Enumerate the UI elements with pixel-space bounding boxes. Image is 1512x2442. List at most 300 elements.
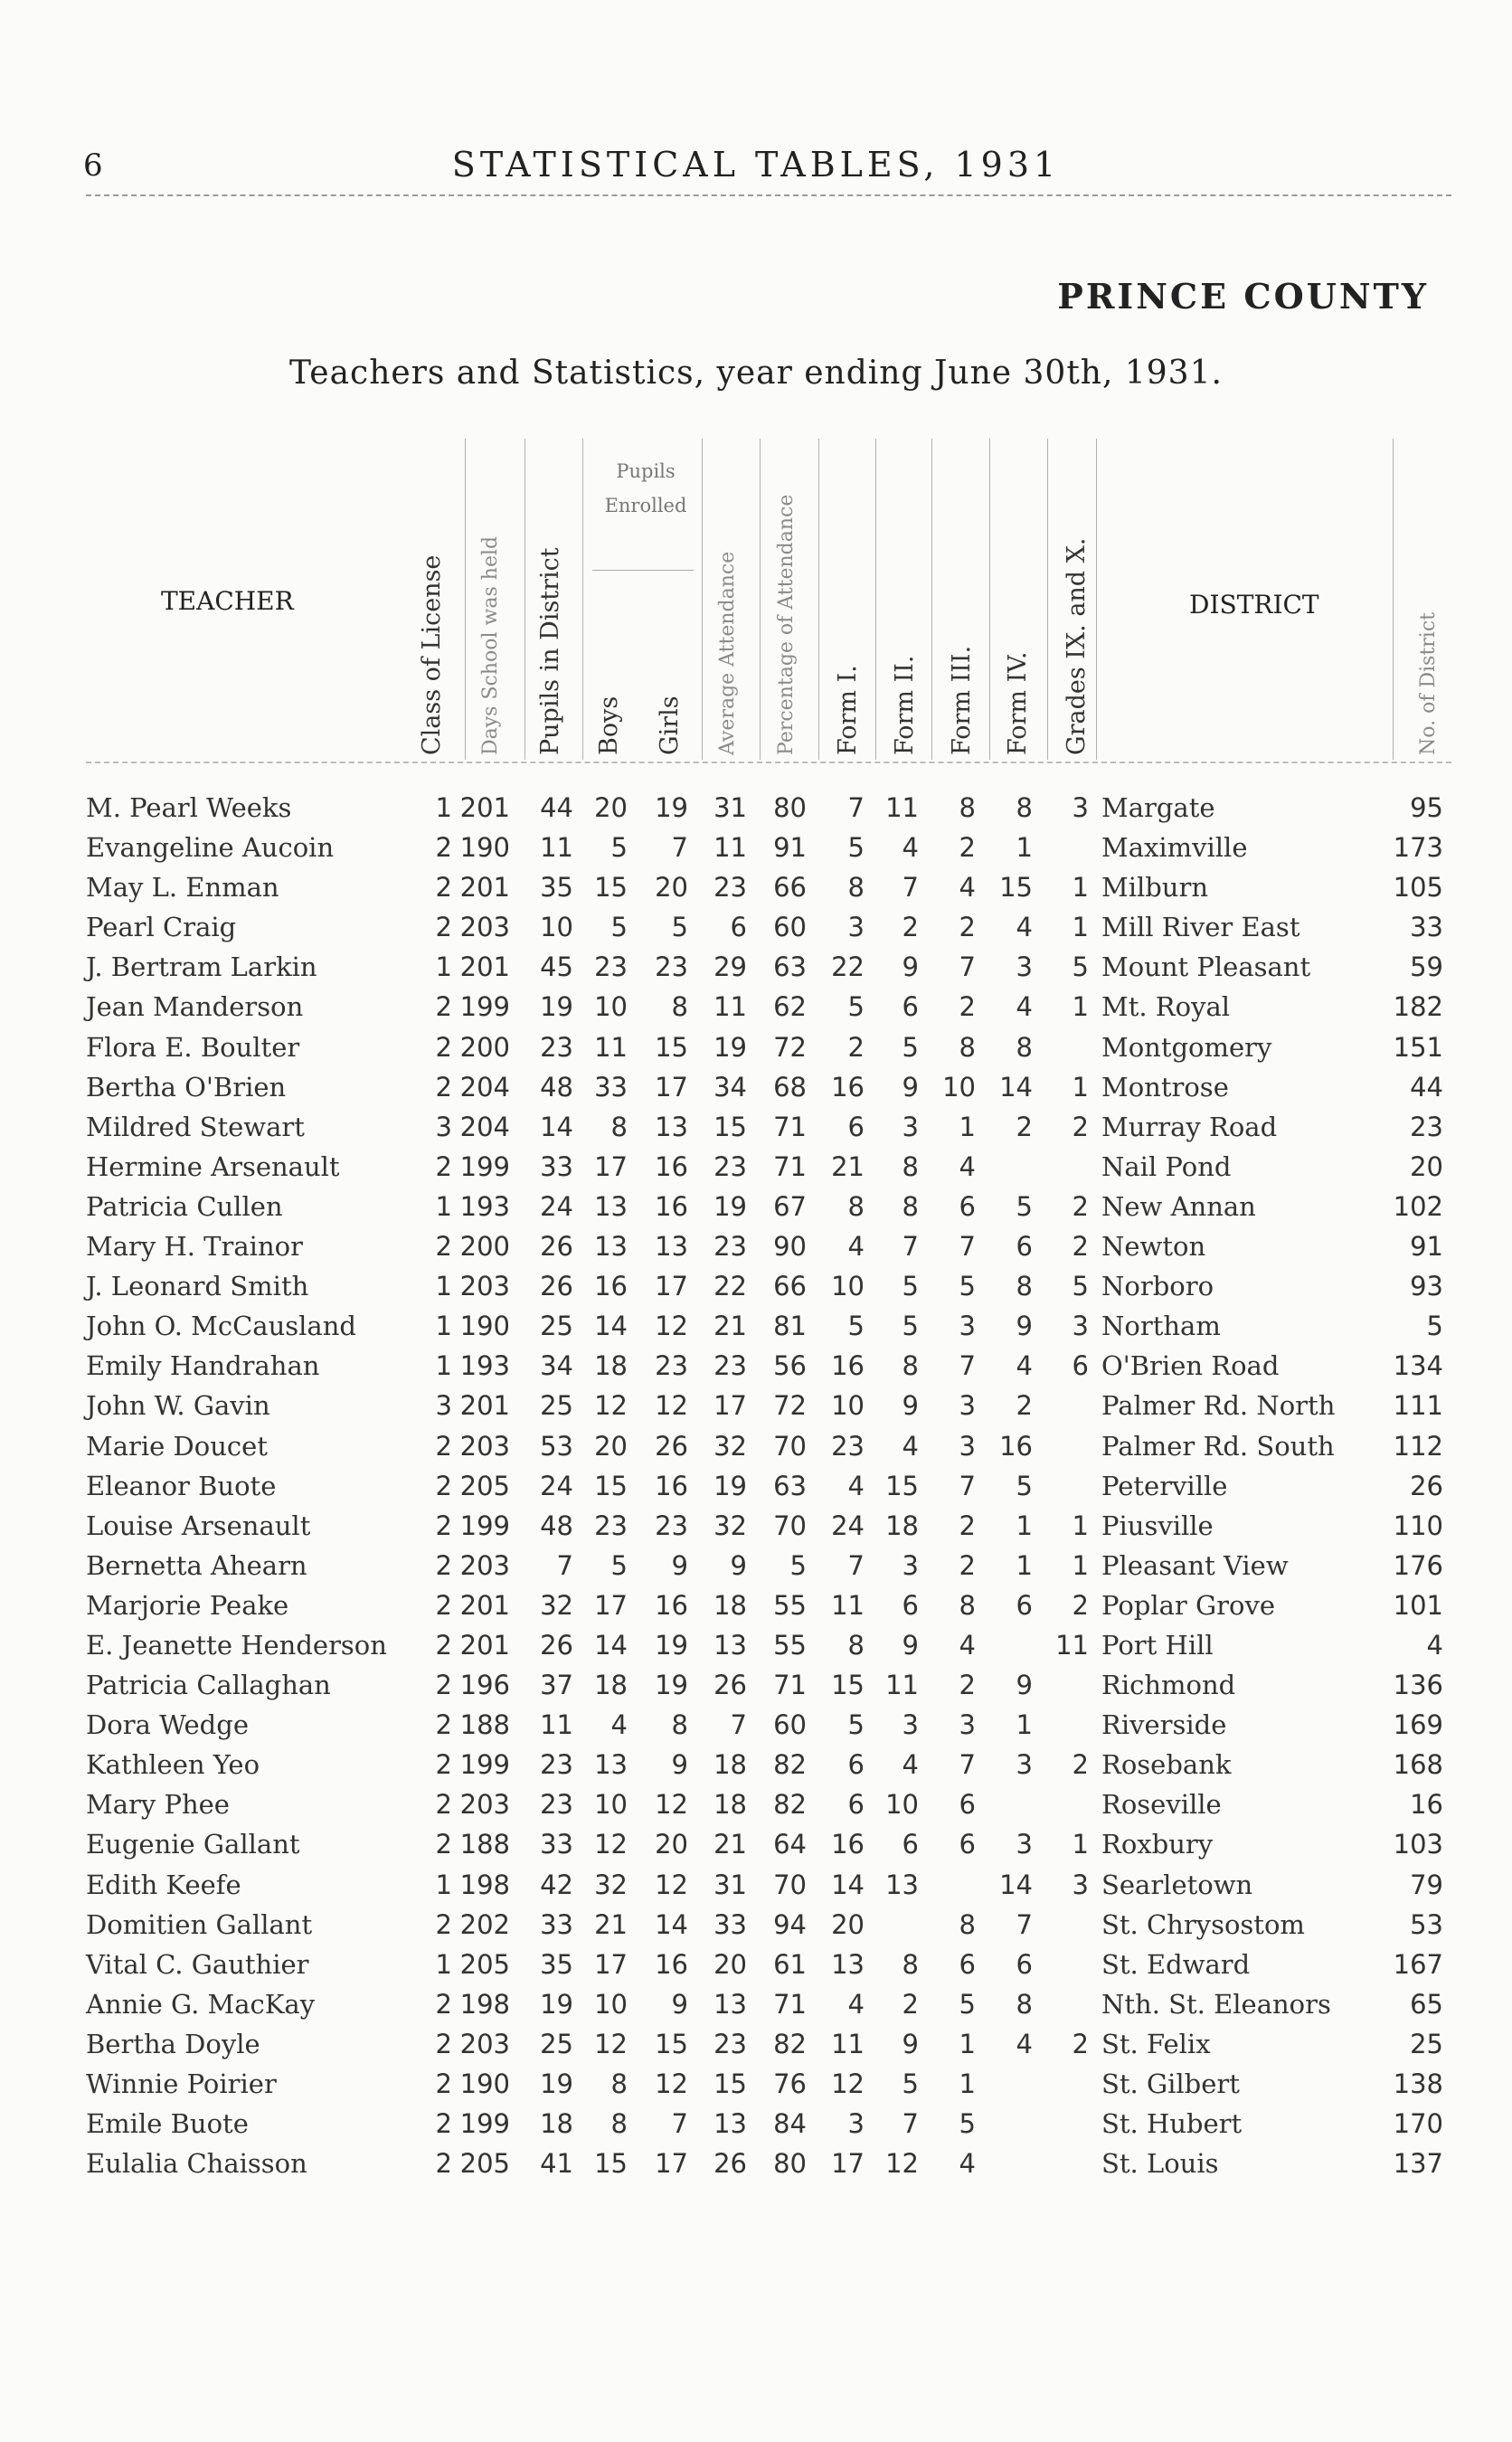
percentage-attendance-cell: 60 [773,1709,807,1741]
pupils-in-district-cell: 14 [540,1111,573,1142]
district-number-cell: 101 [1393,1589,1443,1621]
boys-cell: 13 [594,1231,628,1263]
district-name-cell: Mill River East [1101,912,1300,943]
teacher-name-cell: Dora Wedge [86,1709,249,1741]
teacher-name-cell: Mary H. Trainor [86,1231,303,1263]
table-row [0,1231,1512,1271]
teacher-name-cell: J. Leonard Smith [86,1271,309,1302]
days-cell: 193 [459,1350,510,1382]
form-1-cell: 5 [847,991,865,1023]
teacher-name-cell: John W. Gavin [86,1390,270,1422]
girls-cell: 16 [655,1589,688,1621]
average-attendance-cell: 18 [713,1589,747,1621]
average-attendance-cell: 7 [730,1709,747,1741]
pupils-in-district-cell: 44 [540,792,573,823]
average-attendance-cell: 32 [713,1510,747,1541]
percentage-attendance-cell: 90 [773,1231,807,1263]
days-cell: 200 [459,1031,510,1063]
class-of-license-cell: 2 [435,1231,452,1263]
percentage-attendance-cell: 56 [773,1350,807,1382]
teacher-name-cell: Eugenie Gallant [86,1829,300,1860]
average-attendance-cell: 17 [713,1390,747,1422]
average-attendance-cell: 33 [713,1908,747,1940]
form-1-cell: 21 [831,1150,865,1182]
days-cell: 199 [459,1749,510,1781]
form-2-cell: 9 [902,1629,919,1661]
district-number-cell: 103 [1393,1829,1443,1860]
form-3-cell: 5 [959,2108,976,2140]
form-4-cell: 14 [999,1869,1033,1900]
district-number-cell: 134 [1393,1350,1443,1382]
average-attendance-cell: 19 [713,1470,747,1501]
form-1-cell: 4 [847,1231,865,1263]
column-rule [1393,439,1394,760]
days-cell: 204 [459,1111,510,1142]
boys-cell: 32 [594,1869,628,1900]
pupils-in-district-cell: 23 [540,1031,573,1063]
district-name-cell: Mount Pleasant [1101,951,1311,983]
form-1-cell: 7 [847,792,865,823]
form-4-cell: 5 [1016,1190,1033,1222]
table-row [0,2148,1512,2188]
girls-cell: 16 [655,1190,688,1222]
form-1-cell: 24 [831,1510,865,1541]
boys-header: Boys [595,696,623,755]
percentage-attendance-cell: 70 [773,1430,807,1462]
pupils-in-district-cell: 19 [540,991,573,1023]
district-name-cell: Northam [1101,1311,1221,1342]
form-1-cell: 10 [831,1271,865,1302]
grades-9-10-cell: 11 [1055,1629,1089,1661]
class-of-license-cell: 2 [435,1150,452,1182]
form-2-cell: 9 [902,1071,919,1103]
form-2-cell: 8 [902,1948,919,1980]
district-number-cell: 20 [1410,1150,1443,1182]
pupils-in-district-cell: 26 [540,1629,573,1661]
class-of-license-cell: 2 [435,912,452,943]
grades-9-10-cell: 2 [1072,1111,1089,1142]
average-attendance-cell: 34 [713,1071,747,1103]
teacher-name-cell: Bertha O'Brien [86,1071,287,1103]
average-attendance-cell: 19 [713,1031,747,1063]
form-3-cell: 4 [959,872,976,904]
form-4-header: Form IV. [1004,651,1032,755]
form-2-cell: 5 [902,2068,919,2099]
district-column-header: DISTRICT [1189,590,1319,620]
grades-9-10-cell: 1 [1072,991,1089,1023]
form-2-cell: 3 [902,1709,919,1741]
column-rule [875,439,876,760]
teacher-name-cell: Emily Handrahan [86,1350,320,1382]
district-number-cell: 168 [1393,1749,1443,1781]
table-row [0,1510,1512,1550]
class-of-license-cell: 2 [435,1709,452,1741]
table-row [0,1311,1512,1350]
district-number-cell: 59 [1410,951,1443,983]
pupils-in-district-cell: 45 [540,951,573,983]
boys-cell: 10 [594,1988,628,2020]
girls-cell: 8 [671,991,688,1023]
form-2-header: Form II. [891,655,919,755]
teacher-name-cell: E. Jeanette Henderson [86,1629,387,1661]
average-attendance-cell: 13 [713,2108,747,2140]
district-name-cell: St. Edward [1101,1948,1251,1980]
average-attendance-cell: 23 [713,1231,747,1263]
district-number-cell: 176 [1393,1549,1443,1581]
district-number-cell: 65 [1410,1988,1443,2020]
district-name-cell: St. Felix [1101,2028,1211,2059]
teacher-column-header: TEACHER [161,586,294,616]
pupils-in-district-cell: 23 [540,1789,573,1821]
percentage-attendance-cell: 5 [789,1549,807,1581]
form-3-cell: 7 [959,1350,976,1382]
class-of-license-cell: 1 [435,1948,452,1980]
teacher-name-cell: Mildred Stewart [86,1111,305,1142]
district-number-cell: 4 [1426,1629,1443,1661]
teacher-name-cell: Marie Doucet [86,1430,268,1462]
boys-cell: 13 [594,1190,628,1222]
boys-cell: 12 [594,1390,628,1422]
pupils-in-district-cell: 33 [540,1908,573,1940]
form-4-cell: 14 [999,1071,1033,1103]
percentage-attendance-cell: 70 [773,1510,807,1541]
district-number-cell: 167 [1393,1948,1443,1980]
teacher-name-cell: Bernetta Ahearn [86,1549,307,1581]
district-number-cell: 138 [1393,2068,1443,2099]
district-name-cell: Port Hill [1101,1629,1214,1661]
pupils-in-district-cell: 18 [540,2108,573,2140]
table-row [0,2068,1512,2108]
district-number-cell: 44 [1410,1071,1443,1103]
girls-cell: 13 [655,1231,688,1263]
form-1-cell: 17 [831,2148,865,2180]
teacher-name-cell: Domitien Gallant [86,1908,313,1940]
pupils-in-district-cell: 19 [540,2068,573,2099]
class-of-license-header: Class of License [418,554,446,755]
teacher-name-cell: Winnie Poirier [86,2068,277,2099]
form-2-cell: 5 [902,1271,919,1302]
form-4-cell: 6 [1016,1589,1033,1621]
form-3-cell: 1 [959,1111,976,1142]
girls-cell: 12 [655,1311,688,1342]
average-attendance-cell: 13 [713,1988,747,2020]
days-cell: 201 [459,1629,510,1661]
average-attendance-cell: 15 [713,2068,747,2099]
teacher-name-cell: Patricia Callaghan [86,1670,331,1701]
percentage-attendance-cell: 72 [773,1390,807,1422]
days-cell: 203 [459,1789,510,1821]
girls-cell: 9 [671,1988,688,2020]
table-row [0,2108,1512,2148]
average-attendance-cell: 9 [730,1549,747,1581]
percentage-attendance-cell: 55 [773,1629,807,1661]
class-of-license-cell: 1 [435,1190,452,1222]
average-attendance-header: Average Attendance [716,551,739,755]
grades-9-10-cell: 3 [1072,1311,1089,1342]
table-row [0,1550,1512,1590]
district-name-cell: New Annan [1101,1190,1256,1222]
teacher-name-cell: Annie G. MacKay [86,1988,316,2020]
table-row [0,2029,1512,2068]
girls-cell: 13 [655,1111,688,1142]
district-name-cell: Roseville [1101,1789,1222,1821]
grades-9-10-cell: 1 [1072,1510,1089,1541]
boys-cell: 4 [610,1709,628,1741]
district-number-cell: 16 [1410,1789,1443,1821]
percentage-attendance-cell: 62 [773,991,807,1023]
page-number: 6 [83,147,103,184]
teacher-name-cell: Patricia Cullen [86,1190,283,1222]
table-row [0,1949,1512,1989]
days-cell: 199 [459,1510,510,1541]
teacher-name-cell: Edith Keefe [86,1869,241,1900]
girls-cell: 16 [655,1948,688,1980]
pupils-in-district-cell: 10 [540,912,573,943]
form-4-cell: 1 [1016,832,1033,864]
form-3-cell: 2 [959,991,976,1023]
grades-9-10-cell: 5 [1072,951,1089,983]
column-rule [1047,439,1048,760]
girls-cell: 17 [655,1071,688,1103]
boys-cell: 15 [594,1470,628,1501]
district-name-cell: Norboro [1101,1271,1214,1302]
district-number-cell: 169 [1393,1709,1443,1741]
days-cell: 201 [459,792,510,823]
form-4-cell: 3 [1016,1829,1033,1860]
boys-cell: 17 [594,1589,628,1621]
form-4-cell: 4 [1016,1350,1033,1382]
form-3-cell: 10 [942,1071,976,1103]
girls-cell: 23 [655,1350,688,1382]
boys-cell: 8 [610,2068,628,2099]
column-rule [760,439,761,760]
teacher-name-cell: Kathleen Yeo [86,1749,260,1781]
teacher-name-cell: M. Pearl Weeks [86,792,292,823]
grades-9-10-cell: 1 [1072,872,1089,904]
form-1-cell: 16 [831,1071,865,1103]
table-row [0,1590,1512,1630]
district-number-cell: 26 [1410,1470,1443,1501]
days-cell: 190 [459,1311,510,1342]
average-attendance-cell: 19 [713,1190,747,1222]
form-3-cell: 4 [959,2148,976,2180]
class-of-license-cell: 2 [435,832,452,864]
district-number-header: No. of District [1417,612,1440,755]
boys-cell: 23 [594,951,628,983]
percentage-attendance-cell: 71 [773,1150,807,1182]
pupils-in-district-cell: 48 [540,1510,573,1541]
average-attendance-cell: 31 [713,792,747,823]
form-2-cell: 8 [902,1150,919,1182]
form-1-cell: 23 [831,1430,865,1462]
girls-cell: 19 [655,792,688,823]
form-1-cell: 3 [847,2108,865,2140]
district-number-cell: 25 [1410,2028,1443,2059]
boys-cell: 10 [594,1789,628,1821]
form-2-cell: 7 [902,872,919,904]
grades-9-10-cell: 2 [1072,2028,1089,2059]
form-3-cell: 6 [959,1190,976,1222]
district-name-cell: Montgomery [1101,1031,1272,1063]
form-2-cell: 3 [902,1549,919,1581]
class-of-license-cell: 1 [435,792,452,823]
class-of-license-cell: 2 [435,1430,452,1462]
teacher-name-cell: Emile Buote [86,2108,249,2140]
boys-cell: 8 [610,1111,628,1142]
girls-cell: 12 [655,1869,688,1900]
form-1-cell: 8 [847,1190,865,1222]
table-row [0,1670,1512,1709]
district-number-cell: 33 [1410,912,1443,943]
boys-cell: 18 [594,1670,628,1701]
district-number-cell: 136 [1393,1670,1443,1701]
boys-cell: 11 [594,1031,628,1063]
class-of-license-cell: 2 [435,872,452,904]
pupils-in-district-cell: 34 [540,1350,573,1382]
district-name-cell: O'Brien Road [1101,1350,1280,1382]
teacher-name-cell: Evangeline Aucoin [86,832,335,864]
district-number-cell: 137 [1393,2148,1443,2180]
class-of-license-cell: 1 [435,951,452,983]
form-4-cell: 2 [1016,1111,1033,1142]
form-3-cell: 1 [959,2028,976,2059]
average-attendance-cell: 26 [713,2148,747,2180]
teacher-name-cell: Mary Phee [86,1789,230,1821]
form-3-cell: 2 [959,1549,976,1581]
form-2-cell: 15 [885,1470,919,1501]
form-3-cell: 4 [959,1150,976,1182]
grades-9-10-cell: 2 [1072,1190,1089,1222]
form-1-cell: 6 [847,1111,865,1142]
district-name-cell: Roxbury [1101,1829,1214,1860]
district-number-cell: 182 [1393,991,1443,1023]
form-4-cell: 3 [1016,951,1033,983]
column-rule [524,439,525,760]
percentage-attendance-cell: 70 [773,1869,807,1900]
table-row [0,1829,1512,1869]
form-1-cell: 8 [847,1629,865,1661]
teacher-name-cell: May L. Enman [86,872,279,904]
boys-cell: 18 [594,1350,628,1382]
table-row [0,1709,1512,1749]
teacher-name-cell: Louise Arsenault [86,1510,311,1541]
form-1-cell: 11 [831,1589,865,1621]
form-4-cell: 15 [999,872,1033,904]
form-4-cell: 8 [1016,792,1033,823]
form-1-cell: 13 [831,1948,865,1980]
girls-cell: 15 [655,2028,688,2059]
days-cell: 203 [459,1271,510,1302]
form-2-cell: 8 [902,1190,919,1222]
teacher-name-cell: Vital C. Gauthier [86,1948,309,1980]
header-divider [86,194,1451,196]
class-of-license-cell: 1 [435,1869,452,1900]
district-name-cell: Newton [1101,1231,1206,1263]
teacher-name-cell: Eleanor Buote [86,1470,277,1501]
form-1-cell: 7 [847,1549,865,1581]
form-1-cell: 5 [847,1311,865,1342]
percentage-attendance-cell: 81 [773,1311,807,1342]
column-rule [818,439,819,760]
teacher-name-cell: Bertha Doyle [86,2028,260,2059]
district-name-cell: Nail Pond [1101,1150,1232,1182]
district-number-cell: 5 [1426,1311,1443,1342]
district-name-cell: Piusville [1101,1510,1214,1541]
days-cell: 198 [459,1988,510,2020]
average-attendance-cell: 20 [713,1948,747,1980]
table-row [0,951,1512,991]
form-1-cell: 20 [831,1908,865,1940]
days-cell: 201 [459,951,510,983]
table-row [0,1112,1512,1151]
district-number-cell: 105 [1393,872,1443,904]
percentage-attendance-cell: 71 [773,1988,807,2020]
class-of-license-cell: 2 [435,2068,452,2099]
days-cell: 203 [459,1430,510,1462]
form-2-cell: 6 [902,1829,919,1860]
county-heading: PRINCE COUNTY [1057,276,1429,317]
teacher-name-cell: J. Bertram Larkin [86,951,317,983]
district-name-cell: Murray Road [1101,1111,1278,1142]
girls-cell: 19 [655,1629,688,1661]
table-row [0,1909,1512,1949]
district-number-cell: 110 [1393,1510,1443,1541]
table-row [0,1749,1512,1789]
girls-cell: 23 [655,1510,688,1541]
form-3-cell: 6 [959,1829,976,1860]
form-1-cell: 4 [847,1988,865,2020]
form-4-cell: 1 [1016,1510,1033,1541]
days-cell: 203 [459,2028,510,2059]
class-of-license-cell: 2 [435,1670,452,1701]
class-of-license-cell: 2 [435,1549,452,1581]
pupils-in-district-cell: 35 [540,872,573,904]
girls-cell: 16 [655,1470,688,1501]
pupils-in-district-cell: 25 [540,2028,573,2059]
district-number-cell: 53 [1410,1908,1443,1940]
days-cell: 190 [459,2068,510,2099]
column-rule [931,439,932,760]
girls-cell: 7 [671,2108,688,2140]
class-of-license-cell: 1 [435,1271,452,1302]
teacher-name-cell: Flora E. Boulter [86,1031,300,1063]
form-2-cell: 11 [885,1670,919,1701]
district-name-cell: Maximville [1101,832,1248,864]
form-2-cell: 3 [902,1111,919,1142]
class-of-license-cell: 3 [435,1111,452,1142]
form-4-cell: 6 [1016,1948,1033,1980]
pupils-in-district-cell: 7 [556,1549,573,1581]
column-rule [702,439,703,760]
form-3-cell: 7 [959,1749,976,1781]
days-cell: 199 [459,1150,510,1182]
class-of-license-cell: 2 [435,1071,452,1103]
days-cell: 203 [459,1549,510,1581]
class-of-license-cell: 2 [435,1988,452,2020]
girls-cell: 16 [655,1150,688,1182]
average-attendance-cell: 11 [713,832,747,864]
column-rule [1096,439,1097,760]
form-1-cell: 15 [831,1670,865,1701]
percentage-attendance-cell: 82 [773,1789,807,1821]
district-number-cell: 170 [1393,2108,1443,2140]
form-2-cell: 13 [885,1869,919,1900]
pupils-in-district-cell: 33 [540,1150,573,1182]
district-number-cell: 23 [1410,1111,1443,1142]
table-row [0,1471,1512,1510]
table-row [0,1032,1512,1072]
percentage-attendance-cell: 80 [773,792,807,823]
